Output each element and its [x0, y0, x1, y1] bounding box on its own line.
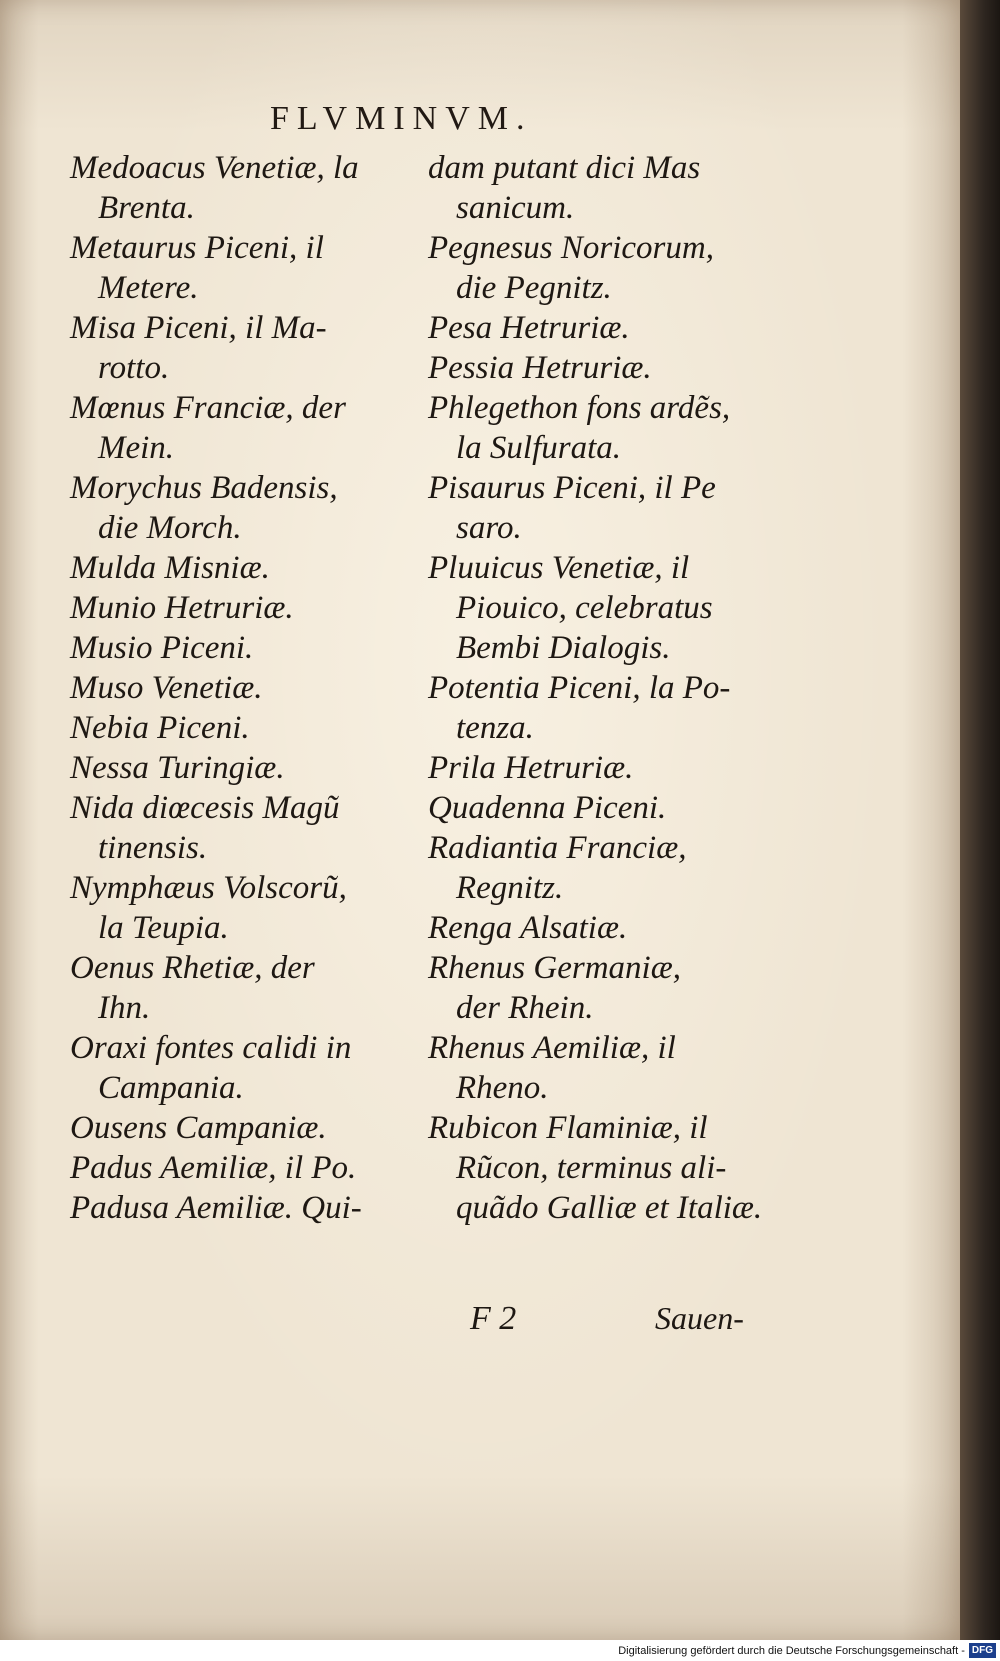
- entry-line: Pluuicus Venetiæ, il: [428, 550, 690, 586]
- index-entry: [70, 468, 410, 548]
- index-entry: [428, 308, 768, 348]
- entry-continuation: Bembi Dialogis.: [456, 630, 671, 666]
- entry-continuation: die Morch.: [98, 510, 242, 546]
- entry-line: Ousens Campaniæ.: [70, 1110, 327, 1146]
- entry-line: Prila Hetruriæ.: [428, 750, 634, 786]
- entry-line: Quadenna Piceni.: [428, 790, 667, 826]
- dfg-logo: DFG: [969, 1643, 996, 1658]
- index-entry: [428, 468, 768, 548]
- index-entry: [70, 668, 410, 708]
- entry-line: Rhenus Germaniæ,: [428, 950, 681, 986]
- index-entry: [70, 1148, 410, 1188]
- entry-line: Muso Venetiæ.: [70, 670, 263, 706]
- right-column: [428, 148, 768, 1228]
- index-entry: [70, 1108, 410, 1148]
- entry-continuation: Mein.: [98, 430, 175, 466]
- entry-continuation: saro.: [456, 510, 522, 546]
- entry-line: Mœnus Franciæ, der: [70, 390, 346, 426]
- footer-bar: [0, 1640, 1000, 1661]
- index-entry: [70, 228, 410, 308]
- entry-continuation: der Rhein.: [456, 990, 594, 1026]
- entry-continuation: la Sulfurata.: [456, 430, 622, 466]
- entry-line: Pegnesus Noricorum,: [428, 230, 714, 266]
- entry-line: Pisaurus Piceni, il Pe: [428, 470, 716, 506]
- index-entry: [428, 628, 768, 668]
- index-entry: [70, 868, 410, 948]
- entry-line: Renga Alsatiæ.: [428, 910, 628, 946]
- book-edge: [960, 0, 1000, 1640]
- entry-continuation: Rũcon, terminus ali-: [456, 1150, 727, 1186]
- entry-continuation: Campania.: [98, 1070, 244, 1106]
- index-entry: [70, 548, 410, 588]
- entry-line: Metaurus Piceni, il: [70, 230, 324, 266]
- entry-line: Oenus Rhetiæ, der: [70, 950, 315, 986]
- index-entry: [428, 1108, 768, 1188]
- index-entry: [428, 948, 768, 1028]
- index-entry: [70, 708, 410, 748]
- entry-line: Nessa Turingiæ.: [70, 750, 285, 786]
- index-entry: [70, 948, 410, 1028]
- index-entry: [428, 668, 768, 748]
- index-entry: [70, 788, 410, 868]
- index-entry: [70, 1188, 410, 1228]
- entry-continuation: rotto.: [98, 350, 170, 386]
- entry-line: Rhenus Aemiliæ, il: [428, 1030, 676, 1066]
- index-entry: [70, 308, 410, 388]
- entry-continuation: Metere.: [98, 270, 199, 306]
- entry-line: Phlegethon fons ardẽs,: [428, 390, 731, 426]
- left-column: [70, 148, 410, 1228]
- index-entry: [70, 148, 410, 228]
- index-entry: [428, 828, 768, 908]
- entry-line: Misa Piceni, il Ma-: [70, 310, 327, 346]
- entry-line: Pessia Hetruriæ.: [428, 350, 652, 386]
- entry-continuation: tenza.: [456, 710, 534, 746]
- index-entry: [70, 588, 410, 628]
- index-entry: [70, 748, 410, 788]
- index-entry: [428, 548, 768, 628]
- entry-line: Radiantia Franciæ,: [428, 830, 687, 866]
- entry-line: Munio Hetruriæ.: [70, 590, 294, 626]
- entry-line: Morychus Badensis,: [70, 470, 338, 506]
- entry-line: Pesa Hetruriæ.: [428, 310, 630, 346]
- entry-line: Padusa Aemiliæ. Qui-: [70, 1190, 362, 1226]
- entry-continuation: Ihn.: [98, 990, 151, 1026]
- entry-continuation: la Teupia.: [98, 910, 229, 946]
- index-entry: [428, 1188, 768, 1228]
- index-entry: [428, 388, 768, 468]
- index-entry: [428, 228, 768, 308]
- entry-continuation: quãdo Galliæ et Italiæ.: [456, 1190, 763, 1226]
- entry-line: Potentia Piceni, la Po-: [428, 670, 731, 706]
- index-entry: [428, 148, 768, 228]
- entry-line: Padus Aemiliæ, il Po.: [70, 1150, 357, 1186]
- entry-line: Nida diœcesis Magũ: [70, 790, 340, 826]
- running-head: FLVMINVM.: [270, 100, 533, 137]
- entry-line: dam putant dici Mas: [428, 150, 701, 186]
- index-entry: [70, 388, 410, 468]
- entry-line: Mulda Misniæ.: [70, 550, 270, 586]
- entry-continuation: sanicum.: [456, 190, 575, 226]
- entry-line: Oraxi fontes calidi in: [70, 1030, 352, 1066]
- index-entry: [428, 908, 768, 948]
- entry-continuation: Brenta.: [98, 190, 195, 226]
- index-entry: [428, 1028, 768, 1108]
- entry-continuation: tinensis.: [98, 830, 208, 866]
- catchword: Sauen-: [655, 1300, 744, 1336]
- index-entry: [70, 628, 410, 668]
- index-entry: [428, 748, 768, 788]
- entry-line: Musio Piceni.: [70, 630, 254, 666]
- entry-line: Nebia Piceni.: [70, 710, 250, 746]
- footer-text: Digitalisierung gefördert durch die Deutsche Forschungsgemeinschaft -: [618, 1644, 965, 1657]
- entry-continuation: Regnitz.: [456, 870, 564, 906]
- signature-mark: F 2: [470, 1300, 517, 1337]
- entry-continuation: Piouico, celebratus: [456, 590, 713, 626]
- entry-continuation: die Pegnitz.: [456, 270, 612, 306]
- entry-line: Rubicon Flaminiæ, il: [428, 1110, 708, 1146]
- entry-continuation: Rheno.: [456, 1070, 549, 1106]
- index-entry: [70, 1028, 410, 1108]
- entry-line: Nymphæus Volscorũ,: [70, 870, 347, 906]
- entry-line: Medoacus Venetiæ, la: [70, 150, 359, 186]
- index-entry: [428, 348, 768, 388]
- index-entry: [428, 788, 768, 828]
